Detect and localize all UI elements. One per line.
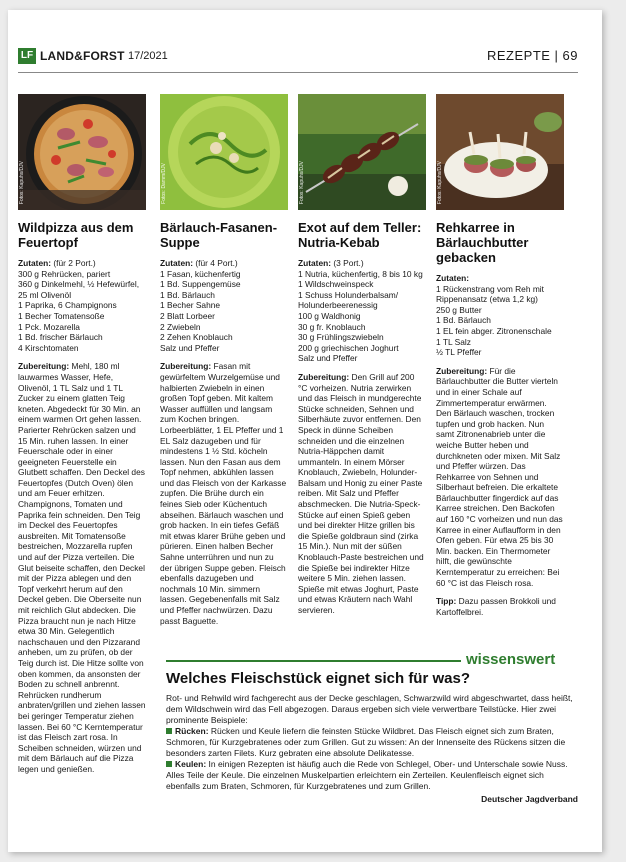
magazine-page — [8, 10, 602, 852]
info-box — [166, 670, 578, 804]
info-bullet-ruecken — [166, 726, 578, 759]
ingredient-item: 30 g Frühlingszwiebeln — [298, 332, 384, 343]
ingredients-note: (für 4 Port.) — [193, 258, 238, 268]
ingredient-item: 1 Pck. Mozarella — [18, 321, 80, 332]
recipe-title: Wildpizza aus dem Feuertopf — [18, 220, 134, 250]
ingredients-heading: Zutaten: — [298, 258, 332, 268]
ingredient-item: 1 Becher Tomatensoße — [18, 310, 105, 321]
info-bullet-keulen — [166, 759, 578, 792]
ingredients-heading: Zutaten: — [436, 273, 470, 283]
photo-credit: Fotos: Kapuhs/DJV — [19, 160, 25, 204]
section-page-number: REZEPTE | 69 — [486, 48, 578, 63]
ingredient-item: 1 Paprika, 6 Champignons — [18, 300, 117, 311]
bullet-square-icon — [166, 728, 172, 734]
ingredient-item: Salz und Pfeffer — [298, 353, 358, 364]
ingredient-item: 1 Bd. Suppengemüse — [160, 279, 241, 290]
ingredient-item: 250 g Butter — [436, 304, 482, 315]
brand-name: LAND&FORST — [40, 49, 125, 63]
ingredient-item: 300 g Rehrücken, pariert — [18, 268, 111, 279]
preparation-heading: Zubereitung: — [18, 361, 70, 372]
photo-suppe — [160, 94, 288, 210]
preparation-heading: Zubereitung: — [160, 361, 212, 372]
ingredients-note: (3 Port.) — [331, 258, 364, 268]
recipe-rehkarree — [436, 94, 564, 617]
info-box-title: Welches Fleischstück eignet sich für was? — [166, 670, 470, 687]
ingredient-item: 1 Wildschweinspeck — [298, 279, 374, 290]
ingredient-item: 1 Rückenstrang vom Reh mit Rippenansatz (etwa 1,2 kg) — [436, 283, 544, 305]
header-divider — [18, 72, 578, 73]
kebab-image — [298, 94, 426, 210]
photo-wildpizza — [18, 94, 146, 210]
photo-kebab — [298, 94, 426, 210]
wissenswert-divider — [166, 660, 461, 662]
bullet-heading: Rücken: — [175, 726, 209, 736]
ingredient-item: 1 Bd. frischer Bärlauch — [18, 332, 103, 343]
ingredients-list — [298, 258, 426, 364]
issue-number: 17/2021 — [128, 50, 168, 62]
ingredient-item: 4 Kirschtomaten — [18, 342, 79, 353]
preparation-text — [160, 361, 288, 626]
rehkarree-image — [436, 94, 564, 210]
ingredient-item: 1 Schuss Holunderbalsam/ Holunderbeerenessig — [298, 289, 399, 311]
bullet-text: Rücken und Keule liefern die feinsten Stücke Wildbret. Das Fleisch eignet sich zum Braten, Schmoren, für Kurzgebratenes oder zum Grillen. Gut zu wissen: An der Innenseite des Rückens sitzen die besonders zarten Filets. Kurz gebraten eine absolute Delikatesse. — [166, 726, 566, 758]
ingredient-item: 1 Bd. Bärlauch — [160, 289, 215, 300]
ingredient-item: 360 g Dinkelmehl, ½ Hefewürfel, 25 ml Olivenöl — [18, 279, 140, 300]
ingredient-item: 1 Fasan, küchenfertig — [160, 268, 241, 279]
ingredient-item: 2 Blatt Lorbeer — [160, 310, 215, 321]
recipe-title: Rehkarree in Bärlauchbutter gebacken — [436, 220, 529, 265]
ingredients-note: (für 2 Port.) — [51, 258, 96, 268]
ingredient-item: 1 EL fein abger. Zitronenschale — [436, 325, 552, 336]
recipe-nutria-kebab — [298, 94, 426, 616]
ingredient-item: 30 g fr. Knoblauch — [298, 321, 366, 332]
tip-body: Dazu passen Brokkoli und Kartoffelbrei. — [436, 596, 556, 617]
preparation-body: Fasan mit gewürfeltem Wurzelgemüse und halbierten Zwiebeln in einen großen Topf geben. Mit kaltem Wasser auffüllen und langsam zum Kochen bringen. Lorbeerblätter, 1 EL Pfeffer und 1 EL Salz dazugeben und für mindestens 1 ½ Std. köcheln lassen. Nun den Fasan aus dem Topf nehmen, abkühlen lassen und das Fleisch von der Karkasse zupfen. Die Brühe durch ein feines Sieb oder Küchentuch abseihen. Bärlauch waschen und grob hacken. In ein tiefes Gefäß mit etwas klarer Brühe geben und pürieren. Einen halben Becher Sahne unterrühren und nun zu der übrigen Suppe geben. Fleisch ebenfalls dazugeben und nochmals 10 Min. simmern lassen. Gegebenenfalls mit Salz und Pfeffer nachwürzen. Dazu passt Baguette. — [160, 361, 287, 626]
ingredients-list — [18, 258, 146, 353]
ingredient-item: 1 Nutria, küchenfertig, 8 bis 10 kg — [298, 268, 423, 279]
recipe-wildpizza — [18, 94, 146, 775]
preparation-heading: Zubereitung: — [298, 371, 350, 382]
ingredient-item: 1 TL Salz — [436, 336, 471, 347]
preparation-heading: Zubereitung: — [436, 365, 488, 376]
soup-image — [160, 94, 288, 210]
ingredients-heading: Zutaten: — [18, 258, 52, 268]
page-header — [18, 46, 578, 68]
ingredient-item: 2 Zwiebeln — [160, 321, 201, 332]
ingredients-list — [436, 273, 564, 358]
ingredients-heading: Zutaten: — [160, 258, 194, 268]
bullet-heading: Keulen: — [175, 759, 207, 769]
preparation-body: Den Grill auf 200 °C vorheizen. Nutria zerwirken und das Fleisch in mundgerechte Stücke schneiden, Sehnen und Silberhäute zuvor entfernen. Den Speck in dünne Scheiben schneiden und die einzelnen Nutria-Häppchen damit ummanteln. In einem Mörser Knoblauch, Zwiebeln, Holunder-Balsam und Honig zu einer Paste reiben. Mit Salz und Pfeffer abschmecken. Die Nutria-Speck-Stücke auf einen Spieß geben und bei direkter Hitze grillen bis die Spieße goldbraun sind (zirka 15 Min.). Nun mit der süßen Knoblauch-Paste bestreichen und die Spieße bei indirekter Hitze weitere 5 Min. ziehen lassen. Spieße mit etwas Joghurt, Paste und etwas Kräutern nach Wahl servieren. — [298, 371, 424, 615]
pizza-image — [18, 94, 146, 210]
recipe-baerlauch-suppe — [160, 94, 288, 626]
ingredient-item: 1 Bd. Bärlauch — [436, 315, 491, 326]
recipe-title: Exot auf dem Teller: Nutria-Kebab — [298, 220, 422, 250]
ingredient-item: 2 Zehen Knoblauch — [160, 332, 233, 343]
ingredients-list — [160, 258, 288, 353]
photo-credit: Fotos: Damm/DJV — [161, 163, 167, 204]
recipe-title: Bärlauch-Fasanen-Suppe — [160, 220, 278, 250]
preparation-text — [436, 366, 564, 588]
wissenswert-label: wissenswert — [466, 651, 556, 668]
ingredient-item: 200 g griechischen Joghurt — [298, 342, 399, 353]
ingredient-item: 100 g Waldhonig — [298, 310, 361, 321]
preparation-text — [298, 372, 426, 616]
photo-rehkarree — [436, 94, 564, 210]
preparation-text — [18, 361, 146, 774]
tip-heading: Tipp: — [436, 596, 457, 607]
preparation-body: Mehl, 180 ml lauwarmes Wasser, Hefe, Olivenöl, 1 TL Salz und 1 TL Zucker zu einem glatten Teig kneten. Abgedeckt für 30 Min. an einem warmen Ort gehen lassen. Parierter Rehrücken salzen und 15 Min. ruhen lassen. In einer Feuerschale oder in einer geeigneten Feuerstelle ein Glutbett schaffen. Den Deckel des Feuertopfes (Dutch Oven) ölen und am Feuer erhitzen. Champignons, Tomaten und Paprika fein schneiden. Den Teig im Deckel des Feuertopfes ausbreiten. Mit Tomatensoße bestreichen, Mozzarella rupfen und auf der Pizza verteilen. Die Glut beiseite schaffen, den Deckel mit der Pizza ablegen und den Topf verkehrt herum auf den Deckel geben. Die Oberseite nun mit reichlich Glut abdecken. Die Pizza braucht nun je nach Hitze etwa 30 Min. Gelegentlich nachschauen und den Pizzarand anheben, um zu prüfen, ob der Teig durch ist. Die Hitze sollte von oben kommen, da ansonsten der Boden zu schnell anbrennt. Rehrücken rundherum anbraten/grillen und ziehen lassen bei geringer Temperatur ziehen lassen. Bei 60 °C Kerntemperatur ist das Fleisch zart rosa. In Scheiben schneiden, würzen und mit dem Bärlauch auf die Pizza legen und genießen. — [18, 361, 146, 774]
info-box-intro: Rot- und Rehwild wird fachgerecht aus der Decke geschlagen, Schwarzwild wird abgeschwartet, dass heißt, dem Wildschwein wird das Fell abgezogen. Daraus ergeben sich viele verwertbare Teilstücke. Hier zwei prominente Beispiele: — [166, 693, 573, 725]
brand-logo: LF — [18, 48, 36, 64]
info-box-source: Deutscher Jagdverband — [481, 794, 578, 804]
photo-credit: Fotos: Kapuhs/DJV — [437, 160, 443, 204]
bullet-text: In einigen Rezepten ist häufig auch die Rede von Schlegel, Ober- und Unterschale sowie Nuss. Alles Teile der Keule. Die einzelnen Muskelpartien erleichtern ein Zerteilen. Keulenfleisch eignet sich ebenfalls zum Braten, Schmoren, für Kurzgebratenes und zum Grillen. — [166, 759, 568, 791]
ingredient-item: Salz und Pfeffer — [160, 342, 220, 353]
photo-credit: Fotos: Kapuhs/DJV — [299, 160, 305, 204]
preparation-body: Für die Bärlauchbutter die Butter vierteln und in einer Schale auf Zimmertemperatur erwärmen. Den Bärlauch waschen, trocken tupfen und grob hacken. Nun samt Zitronenabrieb unter die weiche Butter heben und durchkneten oder mixen. Mit Salz und Pfeffer würzen. Das Rehkarree von Sehnen und Silberhaut befreien. Die erkaltete Bärlauchbutter fingerdick auf das Karree streichen. Den Backofen auf 160 °C vorheizen und nun das Karree in einer Auflaufform in den Ofen geben. Für etwa 25 bis 30 Min. backen. Ein Thermometer hilft, die gewünschte Kerntemperatur zu erreichen: Bei 60 °C ist das Fleisch rosa. — [436, 365, 563, 588]
tip-text — [436, 596, 564, 617]
ingredient-item: ½ TL Pfeffer — [436, 347, 482, 358]
bullet-square-icon — [166, 761, 172, 767]
ingredient-item: 1 Becher Sahne — [160, 300, 221, 311]
